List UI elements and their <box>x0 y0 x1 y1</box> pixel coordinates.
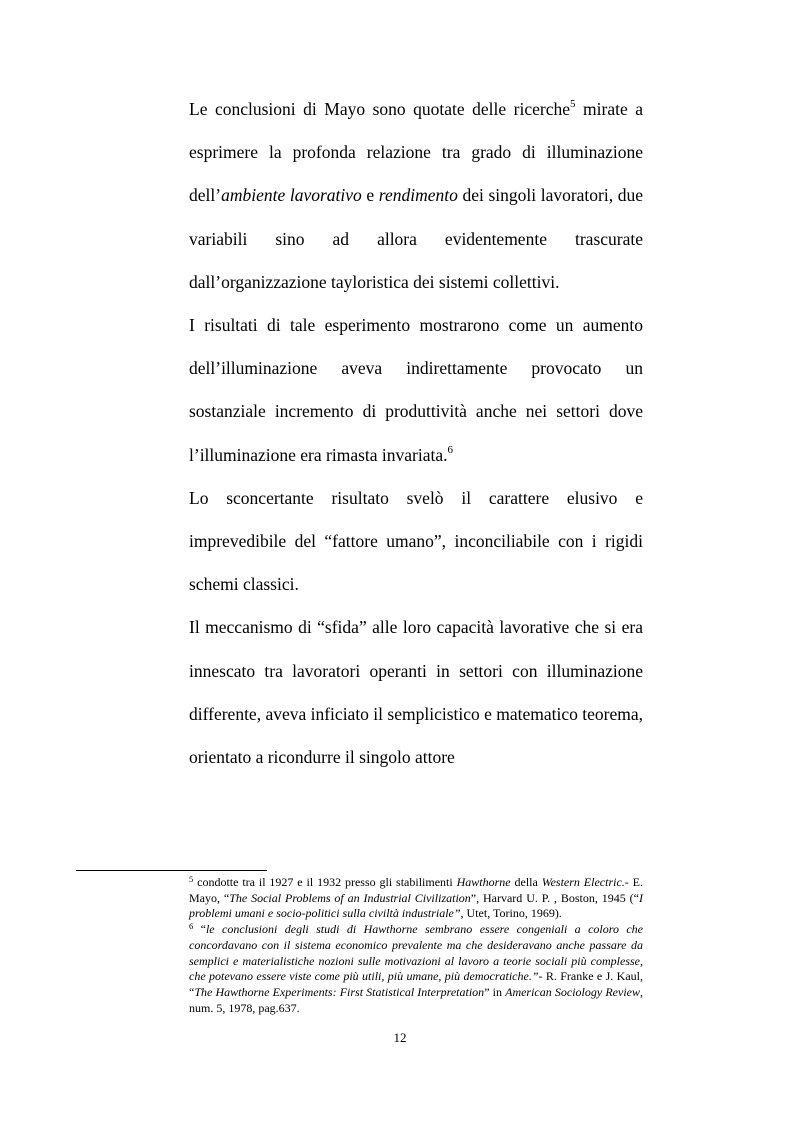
emphasis-ambiente-lavorativo: ambiente lavorativo <box>221 185 362 206</box>
footnote-text: della <box>510 875 542 889</box>
footnote-ref-6[interactable]: 6 <box>447 443 454 456</box>
footnote-italic: Western Electric. <box>541 875 625 889</box>
emphasis-rendimento: rendimento <box>378 185 458 206</box>
footnote-text: ” in <box>484 984 506 999</box>
paragraph-mayo-conclusions <box>189 88 643 304</box>
footnote-italic: Hawthorne <box>456 875 511 889</box>
footnote-italic: The Social Problems of an Industrial Civilization <box>229 890 471 905</box>
footnote-text: - R. Franke e J. Kaul, “ <box>189 969 643 999</box>
footnotes <box>189 875 643 1016</box>
footnote-text: - E. Mayo, “ <box>189 875 644 905</box>
footnote-5 <box>189 875 643 922</box>
footnote-italic: I problemi umani e socio-politici sulla civiltà industriale” <box>189 890 643 921</box>
text-run: mirate a esprimere la profonda relazione tra grado di illuminazione dell’ <box>189 99 644 206</box>
footnote-6 <box>189 922 643 1016</box>
paragraph-experiment-results <box>189 304 643 477</box>
footnote-divider <box>76 870 267 871</box>
footnote-ref-5[interactable]: 5 <box>570 98 576 110</box>
text-run: I risultati di tale esperimento mostrarono come un aumento dell’illuminazione aveva indirettamente provocato un sostanziale incremento di produttività anche nei settori dove l’illuminazione era rimasta invariata. <box>189 315 643 465</box>
paragraph-human-factor: Lo sconcertante risultato svelò il carattere elusivo e imprevedibile del “fattore umano”, inconciliabile con i rigidi schemi classici. <box>189 487 643 595</box>
text-run: e <box>361 185 379 206</box>
footnote-text: condotte tra il 1927 e il 1932 presso gli stabilimenti <box>193 875 457 889</box>
footnote-text: , Utet, Torino, 1969). <box>460 906 562 921</box>
paragraph-challenge-mechanism: Il meccanismo di “sfida” alle loro capacità lavorative che si era innescato tra lavoratori operanti in settori con illuminazione differente, aveva inficiato il semplicistico e matematico teorema, orientato a ricondurre il singolo attore <box>189 617 644 768</box>
footnote-italic: le conclusioni degli studi di Hawthorne sembrano essere congeniali a coloro che concordavano con il sistema economico prevalente ma che desideravano anche passare da semplici e materialistiche nozioni sulle motivazioni al lavoro a teorie sociali più complesse, che potevano essere viste come più utili, più umane, più democratiche.” <box>189 922 643 984</box>
footnote-italic: American Sociology Review <box>505 984 640 999</box>
footnote-text: ”, Harvard U. P. , Boston, 1945 (“ <box>470 890 639 905</box>
text-run: dei singoli lavoratori, due variabili sino ad allora evidentemente trascurate dall’organizzazione tayloristica dei sistemi collettivi. <box>189 185 643 292</box>
footnote-text: , num. 5, 1978, pag.637. <box>189 984 643 1015</box>
main-text <box>189 88 643 779</box>
footnote-text: “ <box>193 922 206 937</box>
footnote-number: 5 <box>189 874 194 884</box>
text-run: Le conclusioni di Mayo sono quotate delle ricerche <box>189 99 571 119</box>
page-number: 12 <box>393 1030 407 1045</box>
footnote-number: 6 <box>189 921 194 932</box>
footnote-italic: The Hawthorne Experiments: First Statistical Interpretation <box>194 984 485 999</box>
